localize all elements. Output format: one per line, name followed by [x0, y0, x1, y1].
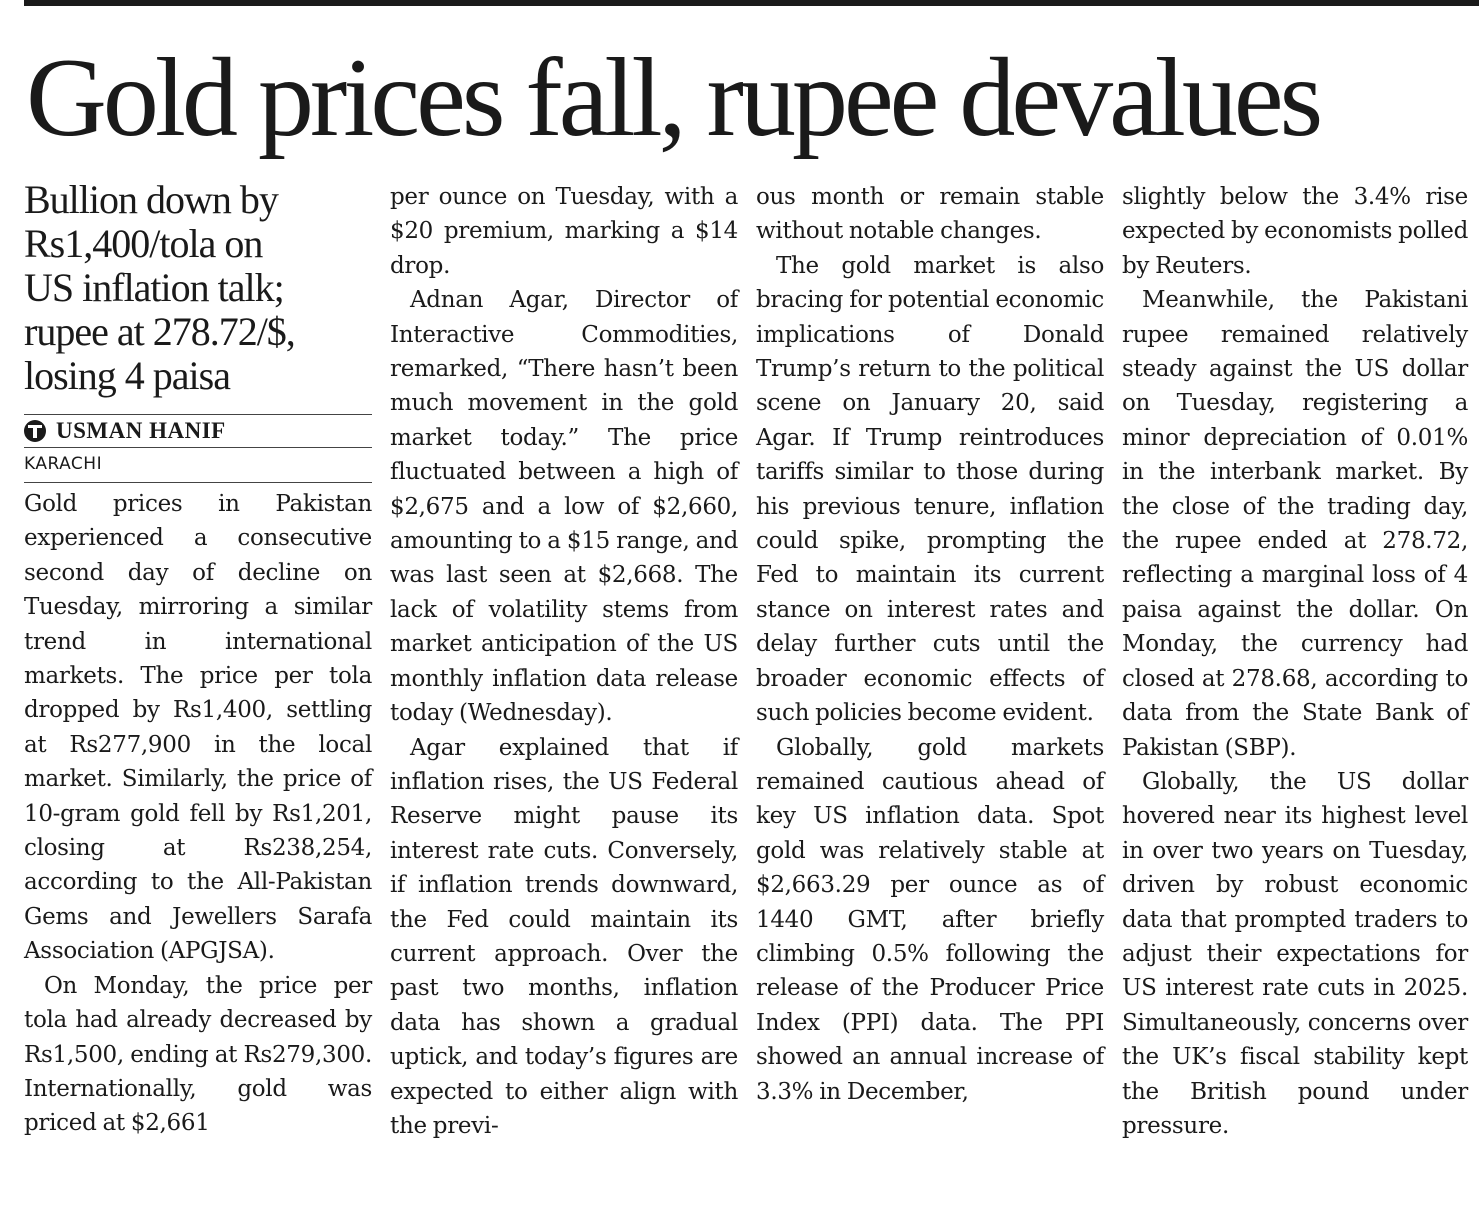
deck-line: US inflation talk;	[24, 265, 284, 310]
paragraph: Agar explained that if inflation rises, the US Federal Reserve might pause its interest rate cuts. Conversely, if inflation trends downward, the Fed could maintain its current approach. Over the past two months, inflation data has shown a gradual uptick, and today’s figures are expected to either align with the previ-	[390, 734, 738, 1139]
deck-line: losing 4 paisa	[24, 353, 230, 398]
paragraph: On Monday, the price per tola had already decreased by Rs1,500, ending at Rs279,300. Internationally, gold was priced at $2,661	[24, 972, 372, 1137]
paragraph: Gold prices in Pakistan experienced a consecutive second day of decline on Tuesday, mirroring a similar trend in international markets. The price per tola dropped by Rs1,400, settling at Rs277,900 in the local market. Similarly, the price of 10-gram gold fell by Rs1,201, closing at Rs238,254, according to the All-Pakistan Gems and Jewellers Sarafa Association (APGJSA).	[24, 491, 372, 965]
paragraph: slightly below the 3.4% rise expected by economists polled by Reuters.	[1122, 184, 1468, 279]
paragraph: Adnan Agar, Director of Interactive Commodities, remarked, “There hasn’t been much movement in the gold market today.” The price fluctuated between a high of $2,675 and a low of $2,660, amounting to a $15 range, and was last seen at $2,668. The lack of volatility stems from market anticipation of the US monthly inflation data release today (Wednesday).	[390, 287, 738, 727]
deck-line: Rs1,400/tola on	[24, 221, 263, 266]
dateline: KARACHI	[24, 452, 372, 483]
article-body	[24, 487, 372, 1141]
tribune-logo-icon	[24, 420, 46, 442]
column-2	[390, 180, 738, 1143]
paragraph: per ounce on Tuesday, with a $20 premium, marking a $14 drop.	[390, 184, 738, 279]
top-rule	[24, 0, 1479, 6]
paragraph: The gold market is also bracing for potential economic implications of Donald Trump’s return to the political scene on January 20, said Agar. If Trump reintroduces tariffs similar to those during his previous tenure, inflation could spike, prompting the Fed to maintain its current stance on interest rates and delay further cuts until the broader economic effects of such policies become evident.	[756, 252, 1104, 727]
deck-line: Bullion down by	[24, 177, 278, 222]
deck-line: rupee at 278.72/$,	[24, 309, 295, 354]
author-name: USMAN HANIF	[56, 418, 226, 443]
paragraph: Globally, the US dollar hovered near its highest level in over two years on Tuesday, driven by robust economic data that prompted traders to adjust their expectations for US interest rate cuts in 2025. Simultaneously, concerns over the UK’s fiscal stability kept the British pound under pressure.	[1122, 768, 1468, 1139]
deck	[24, 178, 372, 398]
paragraph: Globally, gold markets remained cautious ahead of key US inflation data. Spot gold was relatively stable at $2,663.29 per ounce as of 1440 GMT, after briefly climbing 0.5% following the release of the Producer Price Index (PPI) data. The PPI showed an annual increase of 3.3% in December,	[756, 734, 1104, 1105]
column-4	[1122, 180, 1468, 1143]
paragraph: ous month or remain stable without notable changes.	[756, 184, 1104, 245]
column-1	[24, 178, 372, 1141]
headline: Gold prices fall, rupee devalues	[26, 36, 1320, 160]
paragraph: Meanwhile, the Pakistani rupee remained relatively steady against the US dollar on Tuesday, registering a minor depreciation of 0.01% in the interbank market. By the close of the trading day, the rupee ended at 278.72, reflecting a marginal loss of 4 paisa against the dollar. On Monday, the currency had closed at 278.68, according to data from the State Bank of Pakistan (SBP).	[1122, 287, 1468, 761]
column-3	[756, 180, 1104, 1109]
byline	[24, 414, 372, 448]
